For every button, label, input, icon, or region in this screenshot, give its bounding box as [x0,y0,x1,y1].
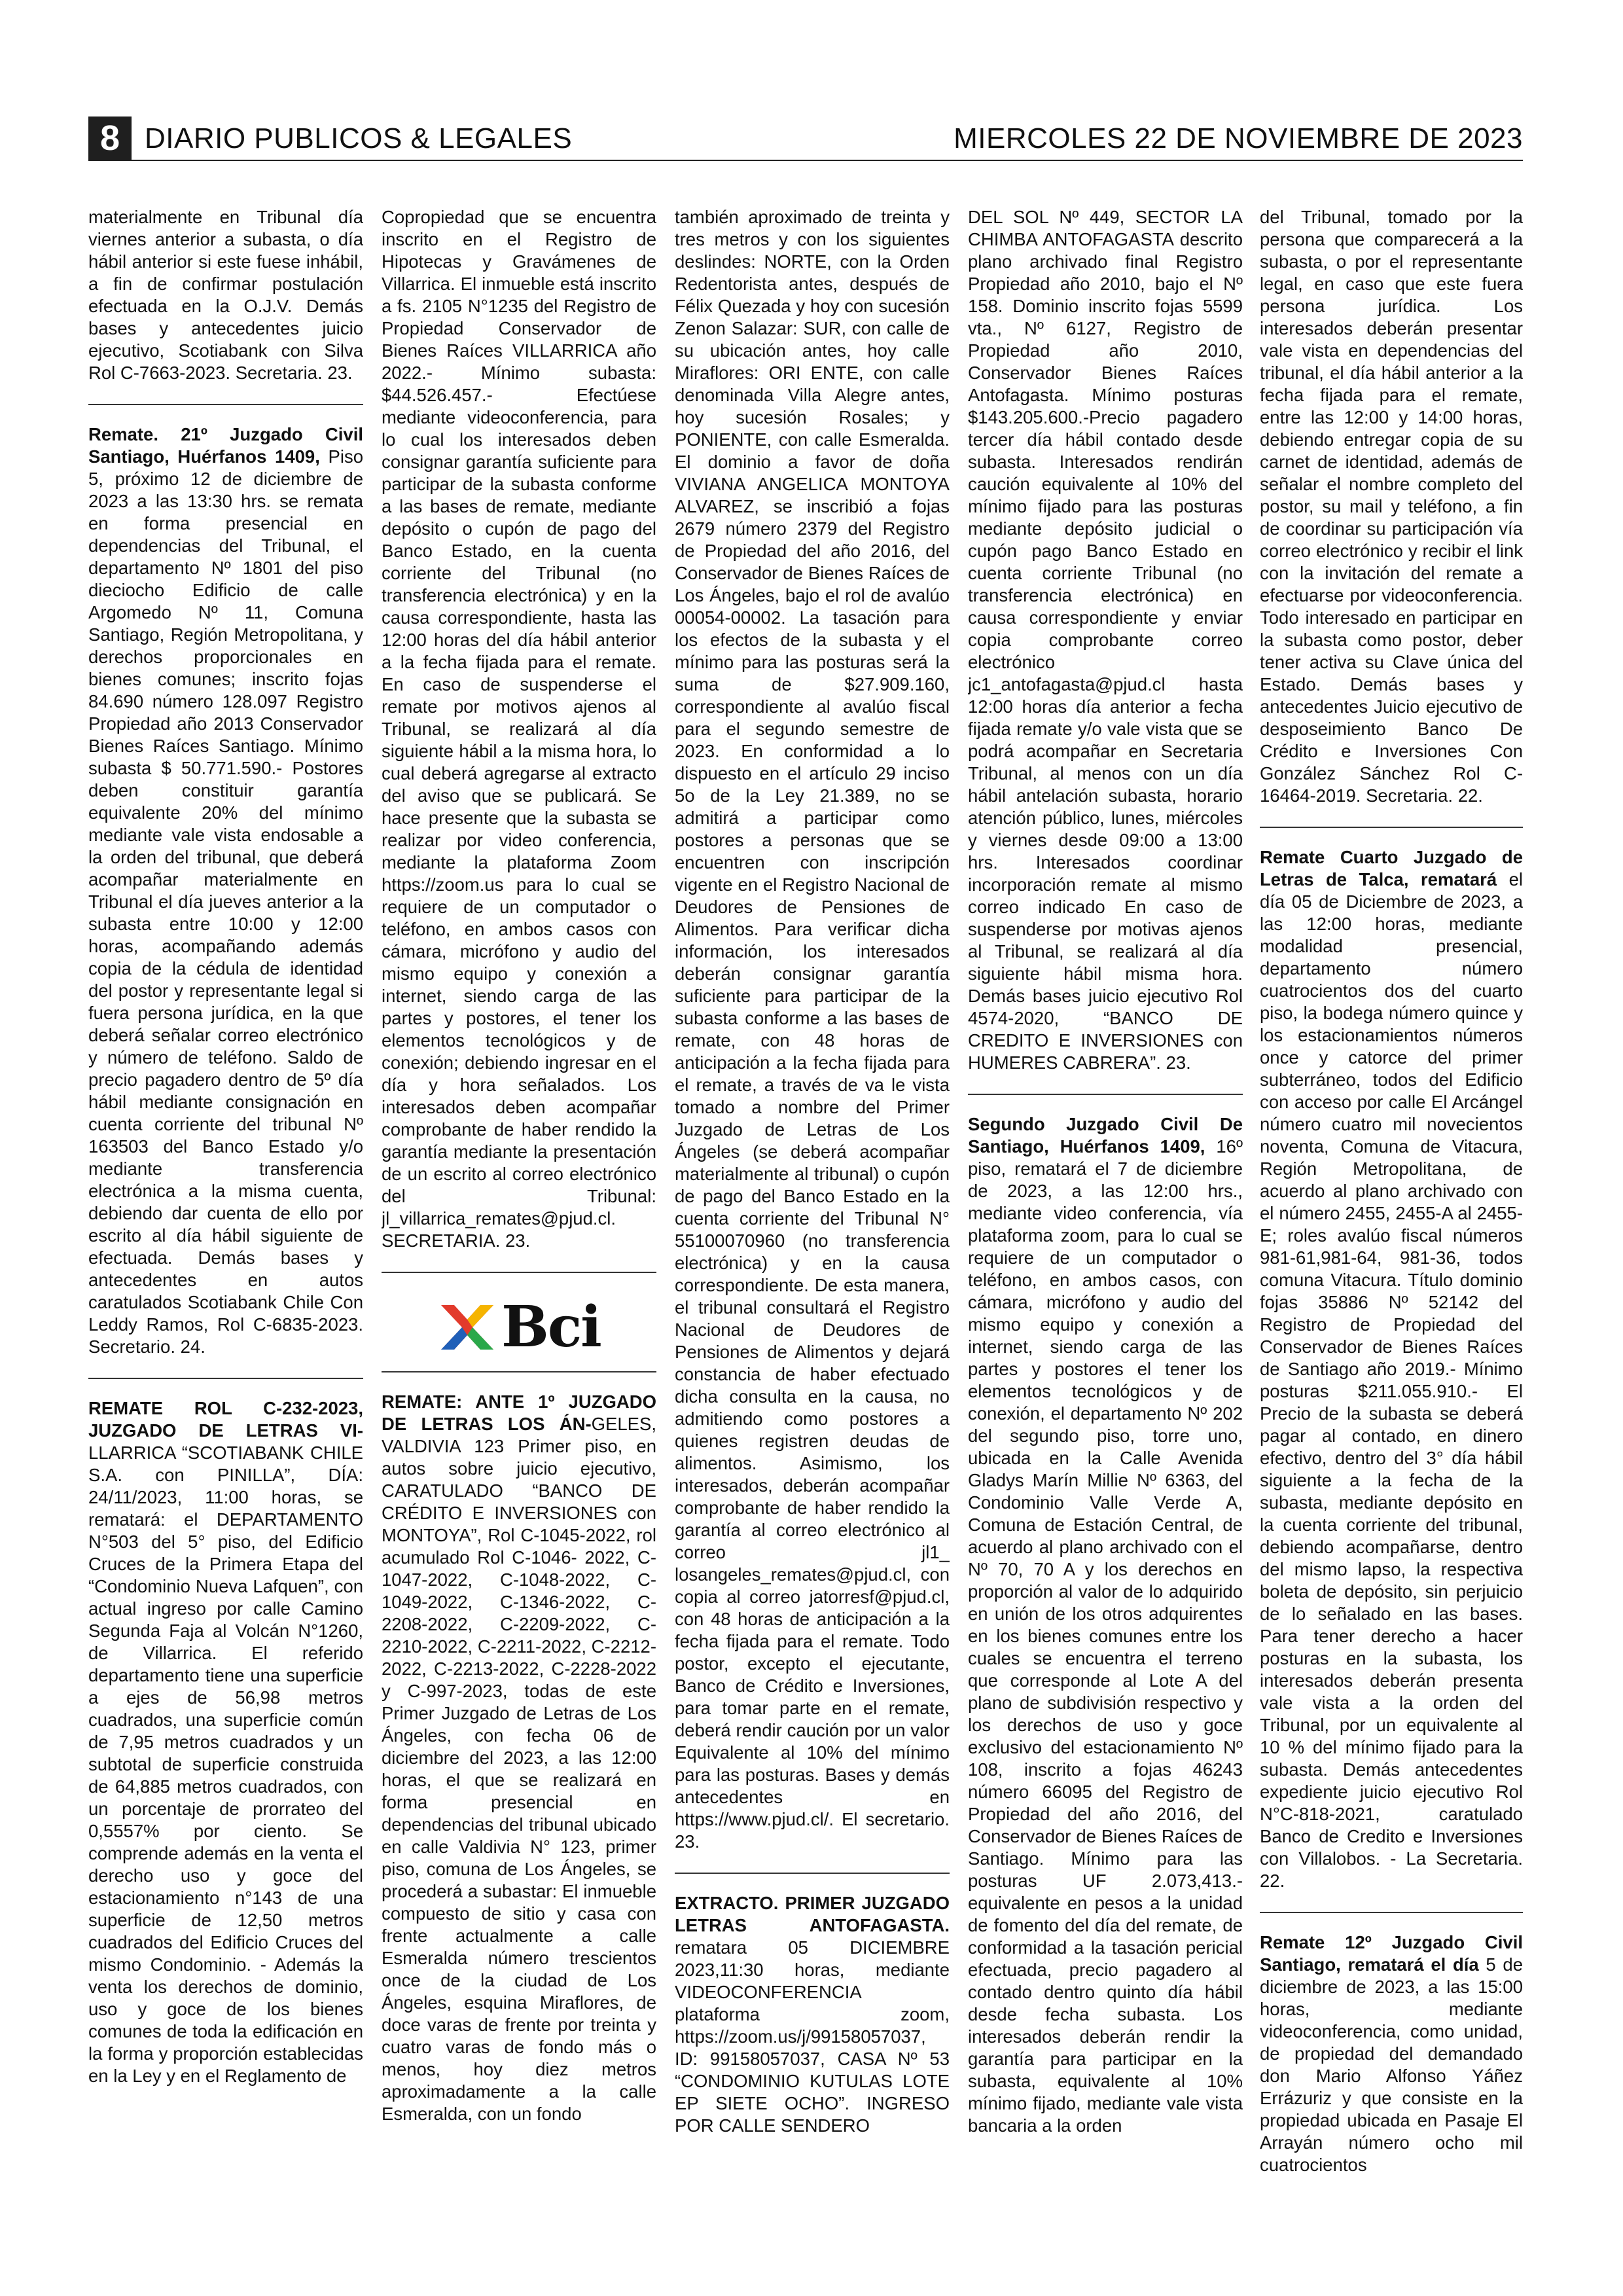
bci-logo-icon [437,1301,497,1354]
issue-date: MIERCOLES 22 DE NOVIEMBRE DE 2023 [954,122,1523,154]
notice-body: el día 05 de Diciembre de 2023, a las 12:00 horas, mediante modalidad presencial, departamento número cuatrocientos dos del cuarto piso, la bodega número quince y los estacionamientos números once y catorce del primer subterráneo, todos del Edificio con acceso por calle El Arcángel número cuatro mil novecientos noventa, Comuna de Vitacura, Región Metropolitana, de acuerdo al plano archivado con el número 2455, 2455-A al 2455-E; roles avalúo fiscal números 981-61,981-64, 981-36, todos comuna Vitacura. Título dominio fojas 35886 Nº 52142 del Registro de Propiedad del Conservador de Bienes Raíces de Santiago año 2019.- Mínimo posturas $211.055.910.- El Precio de la subasta se deberá pagar al contado, en dinero efectivo, dentro del 3° día hábil siguiente a la fecha de la subasta, mediante depósito en la cuenta corriente del tribunal, debiendo acompañarse, dentro del mismo lapso, la respectiva boleta de depósito, sin perjuicio de lo señalado en las bases. Para tener derecho a hacer posturas en la subasta, los interesados deberán presenta vale vista a la orden del Tribunal, por un equivalente al 10 % del mínimo fijado para la subasta. Demás antecedentes expediente juicio ejecutivo Rol N°C-818-2021, caratulado Banco de Credito e Inversiones con Villalobos. - La Secretaria. 22. [1260,869,1523,1891]
notice-body: rematara 05 DICIEMBRE 2023,11:30 horas, mediante VIDEOCONFERENCIA plataforma zoom, https://zoom.us/j/99158057037, ID: 99158057037, CASA Nº 53 “CONDOMINIO KUTULAS LOTE EP SIETE OCHO”. INGRESO POR CALLE SENDERO [675,1937,950,2136]
column-4 [968,206,1243,2261]
notice-title: REMATE ROL C-232-2023, JUZGADO DE LETRAS VI- [88,1398,363,1441]
notice-body: 16º piso, rematará el 7 de diciembre de 2023, a las 12:00 hrs., mediante video conferencia, vía plataforma zoom, para lo cual se requiere de un computador o teléfono, en ambos casos, con cámara, micrófono y audio del mismo equipo y conexión a internet, siendo carga de las partes y postores el tener los elementos tecnológicos y de conexión, el departamento Nº 202 del segundo piso, torre uno, ubicada en la Calle Avenida Gladys Marín Millie Nº 6363, del Condominio Valle Verde A, Comuna de Estación Central, de acuerdo al plano archivado con el Nº 70, 70 A y los derechos en proporción al valor de lo adquirido en unión de los otros adquirentes en los bienes comunes entre los cuales se encuentra el terreno que corresponde al Lote A del plano de subdivisión respectivo y los derechos de uso y goce exclusivo del estacionamiento Nº 108, inscrito a fojas 46243 número 66095 del Registro de Propiedad del año 2016, del Conservador de Bienes Raíces de Santiago. Mínimo para las posturas UF 2.073,413.- equivalente en pesos a la unidad de fomento del día del remate, de conformidad a la tasación pericial efectuada, precio pagadero al contado dentro quinto día hábil desde fecha subasta. Los interesados deberán rendir la garantía para participar en la subasta, equivalente al 10% mínimo fijado, mediante vale vista bancaria a la orden [968,1136,1243,2136]
legal-notice [88,206,363,384]
legal-notice [968,1113,1243,2137]
notice-body: del Tribunal, tomado por la persona que comparecerá a la subasta, o por el representante legal, en caso que este fuera persona jurídica. Los interesados deberán presentar vale vista en dependencias del tribunal, el día hábil anterior a la fecha fijada para el remate, entre las 12:00 y 14:00 horas, debiendo entregar copia de su carnet de identidad, además de señalar el nombre completo del postor, su mail y teléfono, a fin de coordinar su participación vía correo electrónico y recibir el link con la invitación del remate a efectuarse por videoconferencia. Todo interesado en participar en la subasta como postor, deber tener activa su Clave única del Estado. Demás bases y antecedentes Juicio ejecutivo de desposeimiento Banco De Crédito e Inversiones Con González Sánchez Rol C-16464-2019. Secretaria. 22. [1260,207,1523,806]
notice-title: Segundo Juzgado Civil De Santiago, Huérfanos 1409, [968,1114,1243,1157]
notice-title: Remate. 21º Juzgado Civil Santiago, Huérfanos 1409, [88,424,363,467]
column-1 [88,206,363,2261]
page-number: 8 [88,117,132,160]
notice-body: DEL SOL Nº 449, SECTOR LA CHIMBA ANTOFAGASTA descrito plano archivado final Registro Propiedad año 2010, bajo el Nº 158. Dominio inscrito fojas 5599 vta., Nº 6127, Registro de Propiedad año 2010, Conservador Bienes Raíces Antofagasta. Mínimo posturas $143.205.600.-Precio pagadero tercer día hábil contado desde subasta. Interesados rendirán caución equivalente al 10% del mínimo fijado para las posturas mediante depósito judicial o cupón pago Banco Estado en cuenta corriente Tribunal (no transferencia electrónica) en causa correspondiente y enviar copia comprobante correo electrónico jc1_antofagasta@pjud.cl hasta 12:00 horas día anterior a fecha fijada remate y/o vale vista que se podrá acompañar en Secretaria Tribunal, al menos con un día hábil antelación subasta, horario atención público, lunes, miércoles y viernes desde 09:00 a 13:00 hrs. Interesados coordinar incorporación remate al mismo correo indicado En caso de suspenderse por motivas ajenos al Tribunal, se realizará al día siguiente hábil misma hora. Demás bases juicio ejecutivo Rol 4574-2020, “BANCO DE CREDITO E INVERSIONES con HUMERES CABRERA”. 23. [968,207,1243,1073]
notice-body: LLARRICA “SCOTIABANK CHILE S.A. con PINILLA”, DÍA: 24/11/2023, 11:00 horas, se rematará: el DEPARTAMENTO N°503 del 5° piso, del Edificio Cruces de la Primera Etapa del “Condominio Nueva Lafquen”, con actual ingreso por calle Camino Segunda Faja al Volcán N°1260, de Villarrica. El referido departamento tiene una superficie a ejes de 56,98 metros cuadrados, una superficie común de 7,95 metros cuadrados y un subtotal de superficie construida de 64,885 metros cuadrados, con un porcentaje de prorrateo del 0,5557% por ciento. Se comprende además en la venta el derecho uso y goce del estacionamiento n°143 de una superficie de 12,50 metros cuadrados del Edificio Cruces del mismo Condominio. - Además la venta los derechos de dominio, uso y goce de los bienes comunes de toda la edificación en la forma y proporción establecidas en la Ley y en el Reglamento de [88,1443,363,2086]
notice-body: 5 de diciembre de 2023, a las 15:00 horas, mediante videoconferencia, como unidad, de propiedad del demandado don Mario Alfonso Yáñez Errázuriz y que consiste en la propiedad ubicada en Pasaje El Arrayán número ocho mil cuatrocientos [1260,1954,1523,2175]
column-2 [382,206,656,2261]
notice-title: EXTRACTO. PRIMER JUZGADO LETRAS ANTOFAGASTA. [675,1893,950,1935]
notice-divider [382,1272,656,1273]
notice-body: Piso 5, próximo 12 de diciembre de 2023 a las 13:30 hrs. se remata en forma presencial en dependencias del Tribunal, el departamento Nº 1801 del piso dieciocho Edificio de calle Argomedo Nº 11, Comuna Santiago, Región Metropolitana, y derechos proporcionales en bienes comunes; inscrito fojas 84.690 número 128.097 Registro Propiedad año 2013 Conservador Bienes Raíces Santiago. Mínimo subasta $ 50.771.590.- Postores deben constituir garantía equivalente 20% del mínimo mediante vale vista endosable a la orden del tribunal, que deberá acompañar materialmente en Tribunal el día jueves anterior a la subasta entre 10:00 y 12:00 horas, acompañando además copia de la cédula de identidad del postor y representante legal si fuera persona jurídica, en la que deberá señalar correo electrónico y número de teléfono. Saldo de precio pagadero dentro de 5º día hábil mediante consignación en cuenta corriente del tribunal Nº 163503 del Banco Estado y/o mediante transferencia electrónica a la misma cuenta, debiendo dar cuenta de ello por escrito al día hábil siguiente de efectuada. Demás bases y antecedentes en autos caratulados Scotiabank Chile Con Leddy Ramos, Rol C-6835-2023. Secretario. 24. [88,446,363,1357]
page-header [88,117,1523,161]
notice-divider [1260,827,1523,828]
legal-notice [382,206,656,1252]
legal-notice [1260,846,1523,1892]
bci-advertisement [382,1291,656,1363]
legal-notice [88,423,363,1358]
legal-notice [88,1397,363,2087]
notice-title: Remate 12º Juzgado Civil Santiago, rematará el día [1260,1932,1523,1975]
column-3 [675,206,950,2261]
notice-divider [968,1094,1243,1095]
notice-title: REMATE: ANTE 1º JUZGADO DE LETRAS LOS ÁN- [382,1391,656,1434]
notice-body: Copropiedad que se encuentra inscrito en el Registro de Hipotecas y Gravámenes de Villarrica. El inmueble está inscrito a fs. 2105 N°1235 del Registro de Propiedad Conservador de Bienes Raíces VILLARRICA año 2022.- Mínimo subasta: $44.526.457.- Efectúese mediante videoconferencia, para lo cual los interesados deben consignar garantía suficiente para participar de la subasta conforme a las bases de remate, mediante depósito o cupón de pago del Banco Estado, en la cuenta corriente del Tribunal (no transferencia electrónica) y en la causa correspondiente, hasta las 12:00 horas del día hábil anterior a la fecha fijada para el remate. En caso de suspenderse el remate por motivos ajenos al Tribunal, se realizará al día siguiente hábil a la misma hora, lo cual deberá agregarse al extracto del aviso que se publicará. Se hace presente que la subasta se realizar por video conferencia, mediante la plataforma Zoom https://zoom.us para lo cual se requiere de un computador o teléfono, en ambos casos con cámara, micrófono y audio del mismo equipo y conexión a internet, siendo carga de las partes y postores, el tener los elementos tecnológicos y de conexión; debiendo ingresar en el día y hora señalados. Los interesados deben acompañar comprobante de haber rendido la garantía mediante la presentación de un escrito al correo electrónico del Tribunal: jl_villarrica_remates@pjud.cl. SECRETARIA. 23. [382,207,656,1251]
column-5 [1260,206,1523,2261]
notice-title: Remate Cuarto Juzgado de Letras de Talca, rematará [1260,847,1523,889]
notice-body: materialmente en Tribunal día viernes anterior a subasta, o día hábil anterior si este fuese inhábil, a fin de confirmar postulación efectuada en la O.J.V. Demás bases y antecedentes juicio ejecutivo, Scotiabank con Silva Rol C-7663-2023. Secretaria. 23. [88,207,363,383]
legal-notice [382,1391,656,2125]
legal-notice [1260,1931,1523,2176]
notice-divider [1260,1912,1523,1913]
notice-divider [382,1371,656,1372]
legal-notice [968,206,1243,1074]
legal-notice [675,1892,950,2137]
notice-divider [675,1873,950,1874]
legal-notice [675,206,950,1853]
publication-title: DIARIO PUBLICOS & LEGALES [145,122,573,154]
legal-notice [1260,206,1523,807]
notice-divider [88,1378,363,1379]
bci-logo-text: Bci [501,1294,601,1360]
notice-body: también aproximado de treinta y tres metros y con los siguientes deslindes: NORTE, con la Orden Redentorista antes, después de Félix Quezada y hoy con sucesión Zenon Salazar: SUR, con calle de su ubicación antes, hoy calle Miraflores: ORI ENTE, con calle denominada Villa Alegre antes, hoy sucesión Rosales; y PONIENTE, con calle Esmeralda. El dominio a favor de doña VIVIANA ANGELICA MONTOYA ALVAREZ, se inscribió a fojas 2679 número 2379 del Registro de Propiedad del año 2016, del Conservador de Bienes Raíces de Los Ángeles, bajo el rol de avalúo 00054-00002. La tasación para los efectos de la subasta y el mínimo para las posturas será la suma de $27.909.160, correspondiente al avalúo fiscal para el segundo semestre de 2023. En conformidad a lo dispuesto en el artículo 29 inciso 5o de la Ley 21.389, no se admitirá a participar como postores a personas que se encuentren con inscripción vigente en el Registro Nacional de Deudores de Pensiones de Alimentos. Para verificar dicha información, los interesados deberán consignar garantía suficiente para participar de la subasta conforme a las bases de remate, con 48 horas de anticipación a la fecha fijada para el remate, a través de va le vista tomado a nombre del Primer Juzgado de Letras de Los Ángeles (se deberá acompañar materialmente al tribunal) o cupón de pago del Banco Estado en la cuenta corriente del Tribunal N° 55100070960 (no transferencia electrónica) y en la causa correspondiente. De esta manera, el tribunal consultará el Registro Nacional de Deudores de Pensiones de Alimentos y dejará constancia de haber efectuado dicha consulta en la causa, no admitiendo como postores a quienes registren deudas de alimentos. Asimismo, los interesados, deberán acompañar comprobante de haber rendido la garantía al correo electrónico al correo jl1_ losangeles_remates@pjud.cl, con copia al correo jatorresf@pjud.cl, con 48 horas de anticipación a la fecha fijada para el remate. Todo postor, excepto el ejecutante, Banco de Crédito e Inversiones, para tomar parte en el remate, deberá rendir caución por un valor Equivalente al 10% del mínimo para las posturas. Bases y demás antecedentes en https://www.pjud.cl/. El secretario. 23. [675,207,950,1852]
notice-body: GELES, VALDIVIA 123 Primer piso, en autos sobre juicio ejecutivo, CARATULADO “BANCO DE CRÉDITO E INVERSIONES con MONTOYA”, Rol C-1045-2022, rol acumulado Rol C-1046- 2022, C-1047-2022, C-1048-2022, C-1049-2022, C-1346-2022, C-2208-2022, C-2209-2022, C-2210-2022, C-2211-2022, C-2212-2022, C-2213-2022, C-2228-2022 y C-997-2023, todas de este Primer Juzgado de Letras de Los Ángeles, con fecha 06 de diciembre del 2023, a las 12:00 horas, el que se realizará en forma presencial en dependencias del tribunal ubicado en calle Valdivia N° 123, primer piso, comuna de Los Ángeles, se procederá a subastar: El inmueble compuesto de sitio y casa con frente actualmente a calle Esmeralda número trescientos once de la ciudad de Los Ángeles, esquina Miraflores, de doce varas de frente por treinta y cuatro varas de fondo más o menos, hoy diez metros aproximadamente a la calle Esmeralda, con un fondo [382,1414,656,2124]
notice-divider [88,404,363,405]
